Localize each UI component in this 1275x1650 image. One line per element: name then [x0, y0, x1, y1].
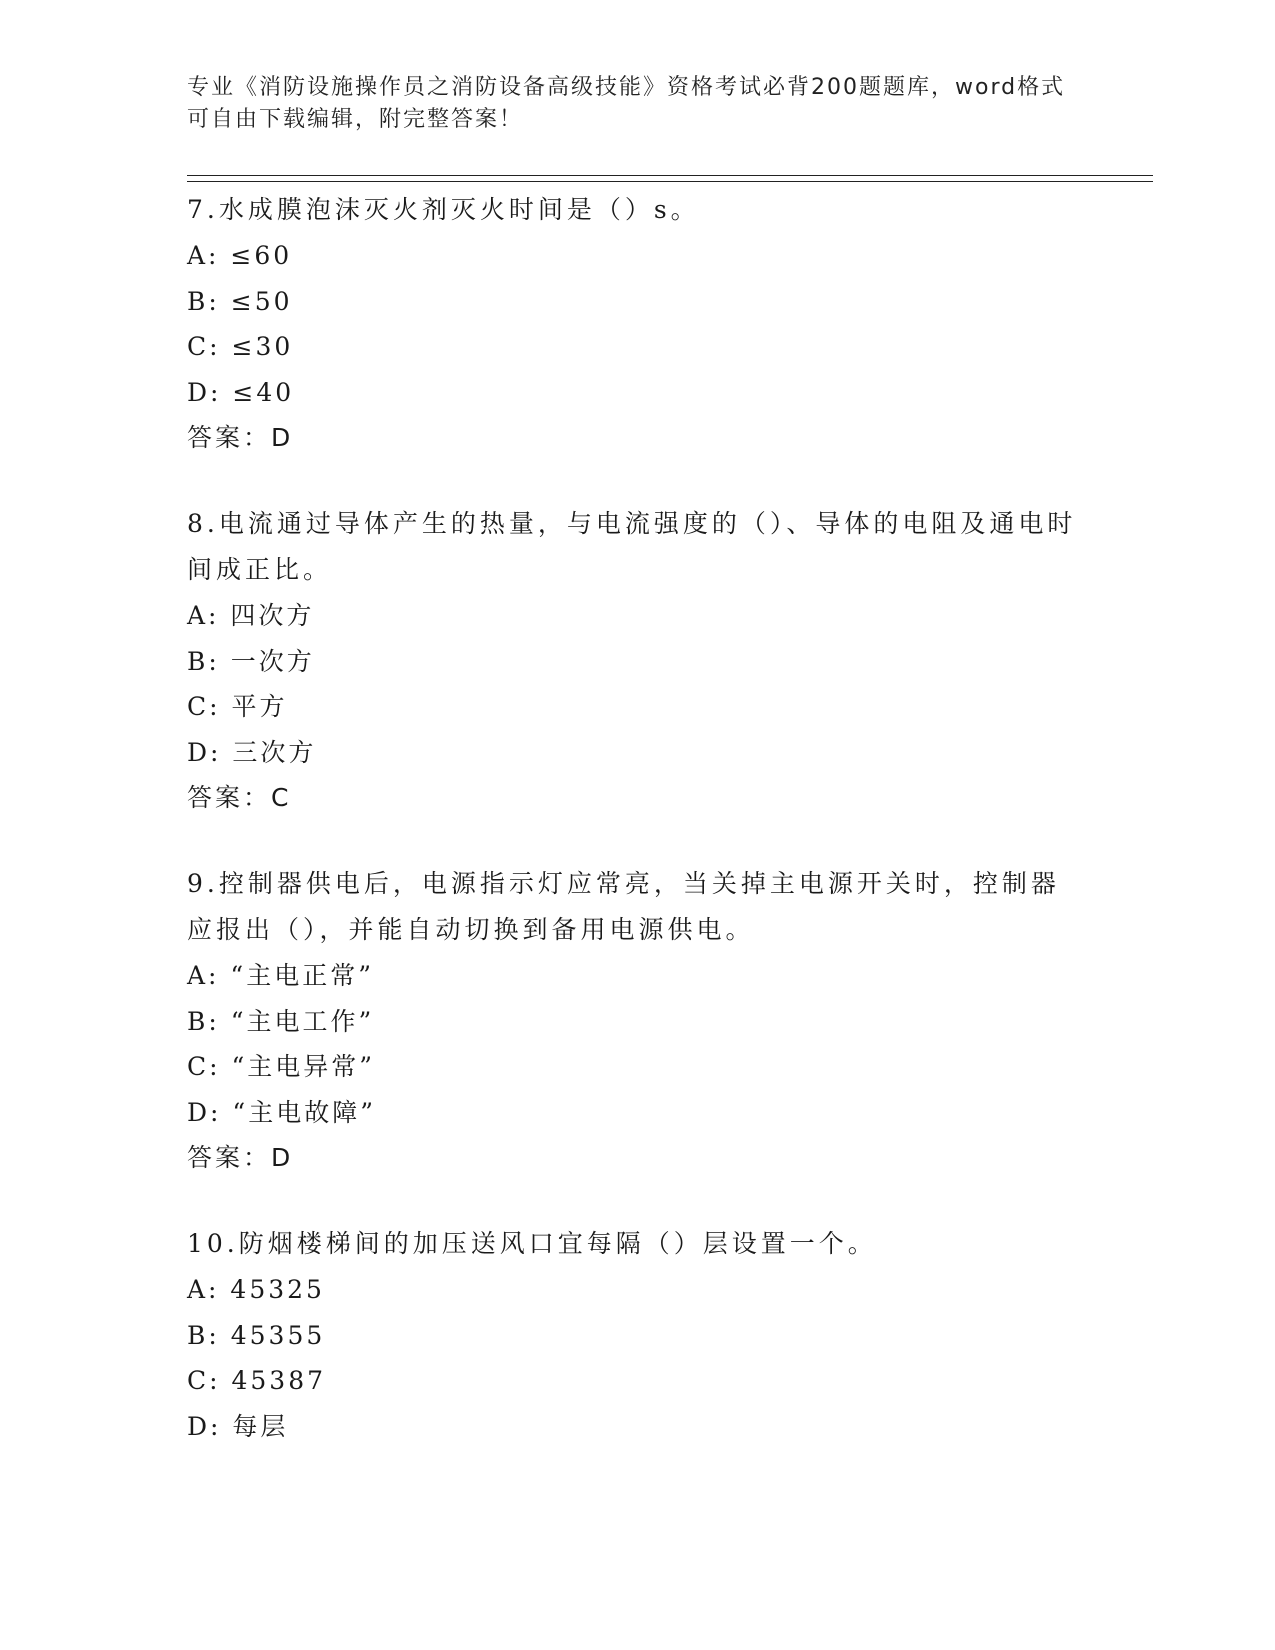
- option-c: C: 平方: [187, 692, 288, 721]
- question-text: 10.防烟楼梯间的加压送风口宜每隔（）层设置一个。: [187, 1229, 877, 1258]
- option-b: B: “主电工作”: [187, 1006, 375, 1036]
- option-b: B: ≤50: [187, 286, 293, 316]
- question-9: [187, 861, 1087, 1181]
- option-d: D: 三次方: [187, 737, 317, 767]
- header-divider-bottom: [187, 181, 1153, 182]
- option-a: A: 四次方: [187, 601, 315, 630]
- answer-text: 答案：C: [187, 783, 292, 812]
- option-d: D: 每层: [187, 1411, 289, 1441]
- header-divider-top: [187, 175, 1153, 176]
- answer-text: 答案：D: [187, 1143, 294, 1172]
- option-a: A: “主电正常”: [187, 961, 374, 990]
- question-8: [187, 501, 1087, 821]
- option-c: C: 45387: [187, 1366, 327, 1395]
- question-text: 7.水成膜泡沫灭火剂灭火时间是（）s。: [187, 195, 700, 224]
- option-b: B: 45355: [187, 1320, 326, 1350]
- answer-text: 答案：D: [187, 423, 294, 452]
- option-d: D: “主电故障”: [187, 1097, 376, 1127]
- option-d: D: ≤40: [187, 377, 295, 407]
- option-b: B: 一次方: [187, 646, 315, 676]
- option-c: C: “主电异常”: [187, 1052, 376, 1081]
- question-list: [187, 187, 1087, 1489]
- option-c: C: ≤30: [187, 332, 294, 361]
- question-text: 8.电流通过导体产生的热量，与电流强度的（）、导体的电阻及通电时间成正比。: [187, 509, 1077, 584]
- question-10: [187, 1221, 1087, 1449]
- option-a: A: ≤60: [187, 241, 293, 270]
- document-header: 专业《消防设施操作员之消防设备高级技能》资格考试必背200题题库，word格式可自由下载编辑，附完整答案！: [187, 75, 1066, 132]
- question-7: [187, 187, 1087, 461]
- question-text: 9.控制器供电后，电源指示灯应常亮，当关掉主电源开关时，控制器应报出（），并能自动切换到备用电源供电。: [187, 869, 1060, 944]
- option-a: A: 45325: [187, 1275, 325, 1304]
